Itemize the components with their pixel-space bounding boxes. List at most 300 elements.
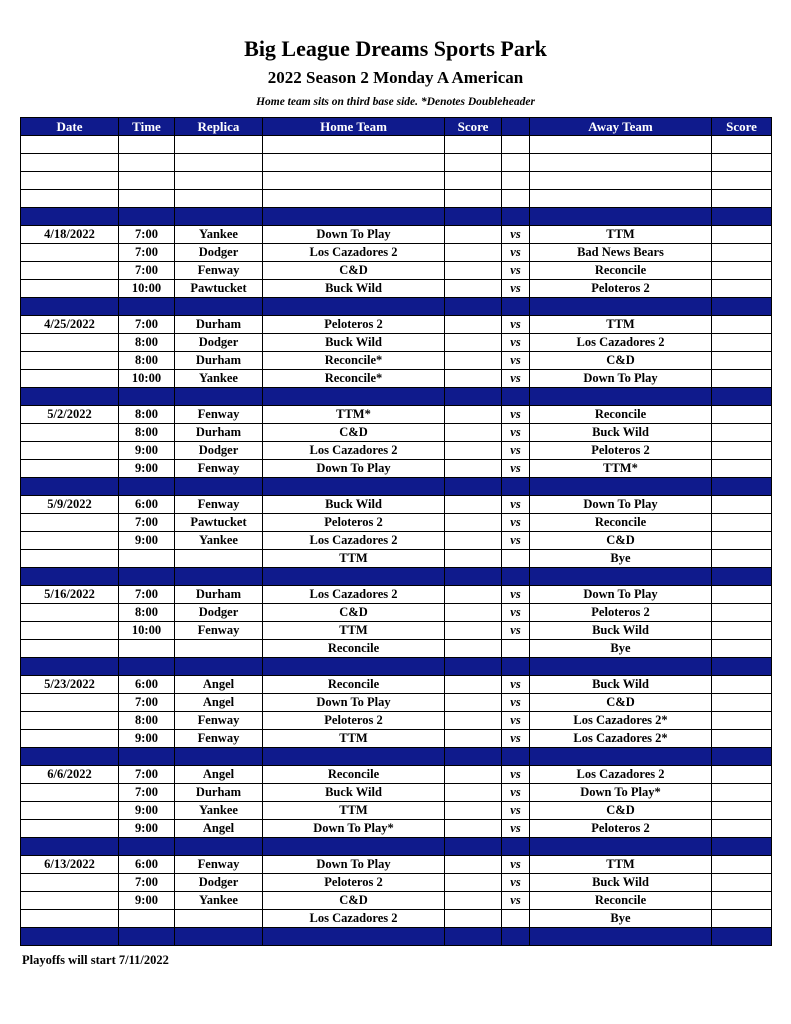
vs-cell: vs	[502, 604, 530, 622]
blank-cell	[263, 172, 445, 190]
separator-cell	[502, 388, 530, 406]
blank-cell	[502, 154, 530, 172]
away-team-cell: Buck Wild	[530, 676, 712, 694]
home-score-cell	[445, 910, 502, 928]
home-team-cell: Reconcile	[263, 640, 445, 658]
schedule-table	[20, 117, 772, 946]
separator-cell	[445, 568, 502, 586]
date-cell	[21, 622, 119, 640]
vs-cell: vs	[502, 676, 530, 694]
blank-cell	[175, 154, 263, 172]
game-row	[21, 604, 772, 622]
away-team-cell: Reconcile	[530, 406, 712, 424]
separator-cell	[175, 748, 263, 766]
vs-cell: vs	[502, 262, 530, 280]
header-row	[21, 118, 772, 136]
separator-cell	[712, 388, 772, 406]
date-cell	[21, 514, 119, 532]
blank-cell	[502, 190, 530, 208]
game-row	[21, 424, 772, 442]
separator-cell	[530, 298, 712, 316]
home-team-cell: Buck Wild	[263, 784, 445, 802]
col-home-score: Score	[445, 118, 502, 136]
week-separator-row	[21, 658, 772, 676]
home-score-cell	[445, 316, 502, 334]
separator-cell	[21, 928, 119, 946]
replica-cell: Fenway	[175, 730, 263, 748]
vs-cell: vs	[502, 622, 530, 640]
time-cell: 10:00	[119, 622, 175, 640]
col-away-score: Score	[712, 118, 772, 136]
home-team-cell: Peloteros 2	[263, 316, 445, 334]
date-cell	[21, 820, 119, 838]
home-score-cell	[445, 496, 502, 514]
blank-cell	[530, 190, 712, 208]
date-cell	[21, 370, 119, 388]
away-team-cell: Bye	[530, 550, 712, 568]
home-team-cell: TTM	[263, 730, 445, 748]
home-score-cell	[445, 352, 502, 370]
home-score-cell	[445, 892, 502, 910]
away-score-cell	[712, 316, 772, 334]
replica-cell: Fenway	[175, 856, 263, 874]
time-cell: 6:00	[119, 856, 175, 874]
vs-cell: vs	[502, 226, 530, 244]
time-cell: 8:00	[119, 424, 175, 442]
separator-cell	[263, 478, 445, 496]
replica-cell: Dodger	[175, 244, 263, 262]
week-separator-row	[21, 928, 772, 946]
vs-cell: vs	[502, 442, 530, 460]
replica-cell	[175, 910, 263, 928]
date-cell: 5/2/2022	[21, 406, 119, 424]
away-score-cell	[712, 766, 772, 784]
game-row	[21, 496, 772, 514]
col-home-team: Home Team	[263, 118, 445, 136]
col-vs	[502, 118, 530, 136]
away-score-cell	[712, 226, 772, 244]
replica-cell: Angel	[175, 766, 263, 784]
home-score-cell	[445, 766, 502, 784]
away-score-cell	[712, 910, 772, 928]
away-team-cell: Buck Wild	[530, 874, 712, 892]
home-team-cell: Buck Wild	[263, 334, 445, 352]
separator-cell	[502, 478, 530, 496]
home-score-cell	[445, 514, 502, 532]
home-team-cell: C&D	[263, 892, 445, 910]
time-cell: 6:00	[119, 676, 175, 694]
away-score-cell	[712, 694, 772, 712]
home-team-cell: Reconcile*	[263, 370, 445, 388]
week-separator-row	[21, 748, 772, 766]
separator-cell	[119, 748, 175, 766]
home-team-cell: Peloteros 2	[263, 514, 445, 532]
home-team-cell: C&D	[263, 424, 445, 442]
away-score-cell	[712, 802, 772, 820]
game-row	[21, 676, 772, 694]
vs-cell: vs	[502, 586, 530, 604]
home-score-cell	[445, 424, 502, 442]
game-row	[21, 226, 772, 244]
away-score-cell	[712, 640, 772, 658]
vs-cell: vs	[502, 514, 530, 532]
away-score-cell	[712, 334, 772, 352]
away-team-cell: Bad News Bears	[530, 244, 712, 262]
game-row	[21, 532, 772, 550]
home-score-cell	[445, 262, 502, 280]
vs-cell: vs	[502, 460, 530, 478]
away-team-cell: Los Cazadores 2	[530, 766, 712, 784]
separator-cell	[530, 208, 712, 226]
away-score-cell	[712, 514, 772, 532]
col-date: Date	[21, 118, 119, 136]
date-cell	[21, 280, 119, 298]
game-row	[21, 460, 772, 478]
blank-cell	[21, 190, 119, 208]
separator-cell	[21, 658, 119, 676]
separator-cell	[502, 208, 530, 226]
replica-cell: Dodger	[175, 442, 263, 460]
separator-cell	[175, 838, 263, 856]
blank-cell	[530, 154, 712, 172]
replica-cell: Durham	[175, 352, 263, 370]
game-row	[21, 352, 772, 370]
blank-cell	[119, 154, 175, 172]
replica-cell: Fenway	[175, 712, 263, 730]
separator-cell	[263, 298, 445, 316]
home-score-cell	[445, 730, 502, 748]
separator-cell	[502, 928, 530, 946]
away-team-cell: C&D	[530, 352, 712, 370]
home-team-cell: Peloteros 2	[263, 874, 445, 892]
separator-cell	[445, 928, 502, 946]
blank-cell	[445, 190, 502, 208]
blank-cell	[175, 190, 263, 208]
home-team-cell: Down To Play	[263, 856, 445, 874]
away-team-cell: C&D	[530, 802, 712, 820]
separator-cell	[502, 298, 530, 316]
away-team-cell: TTM*	[530, 460, 712, 478]
replica-cell: Pawtucket	[175, 514, 263, 532]
vs-cell	[502, 550, 530, 568]
game-row	[21, 550, 772, 568]
blank-row	[21, 190, 772, 208]
replica-cell: Yankee	[175, 532, 263, 550]
away-score-cell	[712, 496, 772, 514]
home-score-cell	[445, 712, 502, 730]
replica-cell: Angel	[175, 676, 263, 694]
blank-row	[21, 154, 772, 172]
home-score-cell	[445, 604, 502, 622]
separator-cell	[502, 748, 530, 766]
blank-cell	[712, 154, 772, 172]
game-row	[21, 514, 772, 532]
away-score-cell	[712, 442, 772, 460]
home-score-cell	[445, 406, 502, 424]
blank-cell	[21, 136, 119, 154]
time-cell: 7:00	[119, 316, 175, 334]
game-row	[21, 892, 772, 910]
away-team-cell: Peloteros 2	[530, 820, 712, 838]
time-cell: 9:00	[119, 460, 175, 478]
separator-cell	[119, 208, 175, 226]
time-cell: 7:00	[119, 766, 175, 784]
time-cell: 8:00	[119, 406, 175, 424]
game-row	[21, 874, 772, 892]
time-cell: 7:00	[119, 694, 175, 712]
away-team-cell: Buck Wild	[530, 424, 712, 442]
col-away-team: Away Team	[530, 118, 712, 136]
away-team-cell: Los Cazadores 2*	[530, 712, 712, 730]
vs-cell: vs	[502, 244, 530, 262]
separator-cell	[712, 208, 772, 226]
home-team-cell: C&D	[263, 604, 445, 622]
away-score-cell	[712, 424, 772, 442]
date-cell	[21, 424, 119, 442]
time-cell: 7:00	[119, 514, 175, 532]
blank-row	[21, 172, 772, 190]
blank-cell	[21, 172, 119, 190]
time-cell: 8:00	[119, 712, 175, 730]
home-team-cell: TTM	[263, 802, 445, 820]
blank-cell	[119, 190, 175, 208]
separator-cell	[175, 478, 263, 496]
separator-cell	[263, 928, 445, 946]
home-team-cell: Down To Play	[263, 460, 445, 478]
replica-cell: Pawtucket	[175, 280, 263, 298]
separator-cell	[21, 748, 119, 766]
separator-cell	[175, 388, 263, 406]
col-time: Time	[119, 118, 175, 136]
away-score-cell	[712, 262, 772, 280]
home-team-cell: Reconcile	[263, 766, 445, 784]
replica-cell: Yankee	[175, 802, 263, 820]
week-separator-row	[21, 208, 772, 226]
separator-cell	[119, 478, 175, 496]
away-team-cell: Peloteros 2	[530, 280, 712, 298]
vs-cell: vs	[502, 874, 530, 892]
game-row	[21, 712, 772, 730]
home-score-cell	[445, 802, 502, 820]
home-score-cell	[445, 676, 502, 694]
vs-cell: vs	[502, 316, 530, 334]
home-score-cell	[445, 874, 502, 892]
blank-cell	[530, 136, 712, 154]
separator-cell	[712, 478, 772, 496]
away-team-cell: Peloteros 2	[530, 442, 712, 460]
separator-cell	[712, 298, 772, 316]
vs-cell: vs	[502, 280, 530, 298]
separator-cell	[119, 298, 175, 316]
separator-cell	[21, 478, 119, 496]
away-team-cell: C&D	[530, 532, 712, 550]
away-score-cell	[712, 604, 772, 622]
home-team-cell: Down To Play	[263, 694, 445, 712]
home-score-cell	[445, 694, 502, 712]
replica-cell: Angel	[175, 820, 263, 838]
game-row	[21, 622, 772, 640]
date-cell	[21, 874, 119, 892]
separator-cell	[175, 298, 263, 316]
replica-cell: Yankee	[175, 892, 263, 910]
replica-cell: Angel	[175, 694, 263, 712]
home-score-cell	[445, 370, 502, 388]
vs-cell: vs	[502, 532, 530, 550]
separator-cell	[712, 568, 772, 586]
home-score-cell	[445, 334, 502, 352]
away-team-cell: TTM	[530, 856, 712, 874]
date-cell	[21, 730, 119, 748]
home-team-cell: TTM*	[263, 406, 445, 424]
doubleheader-note: Home team sits on third base side. *Denotes Doubleheader	[256, 96, 535, 108]
home-score-cell	[445, 856, 502, 874]
separator-cell	[502, 838, 530, 856]
time-cell: 7:00	[119, 262, 175, 280]
time-cell: 9:00	[119, 532, 175, 550]
replica-cell: Durham	[175, 586, 263, 604]
vs-cell: vs	[502, 784, 530, 802]
time-cell: 8:00	[119, 604, 175, 622]
time-cell: 7:00	[119, 784, 175, 802]
date-cell	[21, 460, 119, 478]
home-team-cell: Los Cazadores 2	[263, 532, 445, 550]
home-team-cell: Peloteros 2	[263, 712, 445, 730]
away-team-cell: Buck Wild	[530, 622, 712, 640]
game-row	[21, 856, 772, 874]
time-cell: 9:00	[119, 892, 175, 910]
home-score-cell	[445, 532, 502, 550]
away-team-cell: Reconcile	[530, 892, 712, 910]
date-cell	[21, 640, 119, 658]
home-team-cell: Reconcile*	[263, 352, 445, 370]
date-cell: 4/25/2022	[21, 316, 119, 334]
separator-cell	[263, 748, 445, 766]
week-separator-row	[21, 568, 772, 586]
blank-cell	[712, 190, 772, 208]
away-team-cell: Reconcile	[530, 514, 712, 532]
game-row	[21, 370, 772, 388]
date-cell	[21, 802, 119, 820]
away-team-cell: Down To Play	[530, 586, 712, 604]
separator-cell	[445, 478, 502, 496]
playoffs-note: Playoffs will start 7/11/2022	[22, 953, 169, 967]
vs-cell: vs	[502, 802, 530, 820]
time-cell: 7:00	[119, 244, 175, 262]
away-score-cell	[712, 856, 772, 874]
away-score-cell	[712, 784, 772, 802]
blank-cell	[263, 136, 445, 154]
vs-cell: vs	[502, 424, 530, 442]
date-cell	[21, 694, 119, 712]
blank-cell	[21, 154, 119, 172]
date-cell	[21, 892, 119, 910]
vs-cell: vs	[502, 496, 530, 514]
away-team-cell: Down To Play	[530, 370, 712, 388]
date-cell: 5/23/2022	[21, 676, 119, 694]
replica-cell: Fenway	[175, 406, 263, 424]
vs-cell: vs	[502, 334, 530, 352]
game-row	[21, 694, 772, 712]
away-score-cell	[712, 874, 772, 892]
home-team-cell: Buck Wild	[263, 280, 445, 298]
separator-cell	[445, 208, 502, 226]
week-separator-row	[21, 478, 772, 496]
vs-cell: vs	[502, 856, 530, 874]
home-team-cell: TTM	[263, 550, 445, 568]
away-score-cell	[712, 532, 772, 550]
home-team-cell: TTM	[263, 622, 445, 640]
game-row	[21, 910, 772, 928]
away-team-cell: Down To Play	[530, 496, 712, 514]
home-team-cell: Reconcile	[263, 676, 445, 694]
vs-cell: vs	[502, 370, 530, 388]
home-team-cell: Down To Play	[263, 226, 445, 244]
separator-cell	[21, 838, 119, 856]
date-cell: 5/9/2022	[21, 496, 119, 514]
separator-cell	[530, 928, 712, 946]
game-row	[21, 766, 772, 784]
away-score-cell	[712, 892, 772, 910]
replica-cell: Fenway	[175, 460, 263, 478]
separator-cell	[712, 658, 772, 676]
game-row	[21, 244, 772, 262]
separator-cell	[445, 658, 502, 676]
time-cell: 10:00	[119, 370, 175, 388]
home-score-cell	[445, 784, 502, 802]
vs-cell	[502, 910, 530, 928]
col-replica: Replica	[175, 118, 263, 136]
date-cell	[21, 550, 119, 568]
away-team-cell: C&D	[530, 694, 712, 712]
date-cell	[21, 262, 119, 280]
away-score-cell	[712, 820, 772, 838]
away-score-cell	[712, 370, 772, 388]
blank-cell	[119, 172, 175, 190]
vs-cell: vs	[502, 892, 530, 910]
home-score-cell	[445, 586, 502, 604]
separator-cell	[445, 298, 502, 316]
away-team-cell: TTM	[530, 316, 712, 334]
away-score-cell	[712, 406, 772, 424]
date-cell	[21, 604, 119, 622]
vs-cell: vs	[502, 730, 530, 748]
home-score-cell	[445, 820, 502, 838]
replica-cell: Dodger	[175, 874, 263, 892]
separator-cell	[530, 838, 712, 856]
home-score-cell	[445, 226, 502, 244]
separator-cell	[119, 658, 175, 676]
vs-cell	[502, 640, 530, 658]
blank-cell	[263, 190, 445, 208]
time-cell: 7:00	[119, 586, 175, 604]
separator-cell	[21, 388, 119, 406]
page-title: Big League Dreams Sports Park	[244, 36, 547, 61]
week-separator-row	[21, 838, 772, 856]
replica-cell: Dodger	[175, 604, 263, 622]
vs-cell: vs	[502, 820, 530, 838]
game-row	[21, 262, 772, 280]
separator-cell	[263, 208, 445, 226]
separator-cell	[175, 568, 263, 586]
away-score-cell	[712, 244, 772, 262]
season-subtitle: 2022 Season 2 Monday A American	[267, 68, 524, 87]
separator-cell	[530, 478, 712, 496]
home-score-cell	[445, 280, 502, 298]
game-row	[21, 442, 772, 460]
game-row	[21, 406, 772, 424]
replica-cell: Durham	[175, 424, 263, 442]
game-row	[21, 640, 772, 658]
